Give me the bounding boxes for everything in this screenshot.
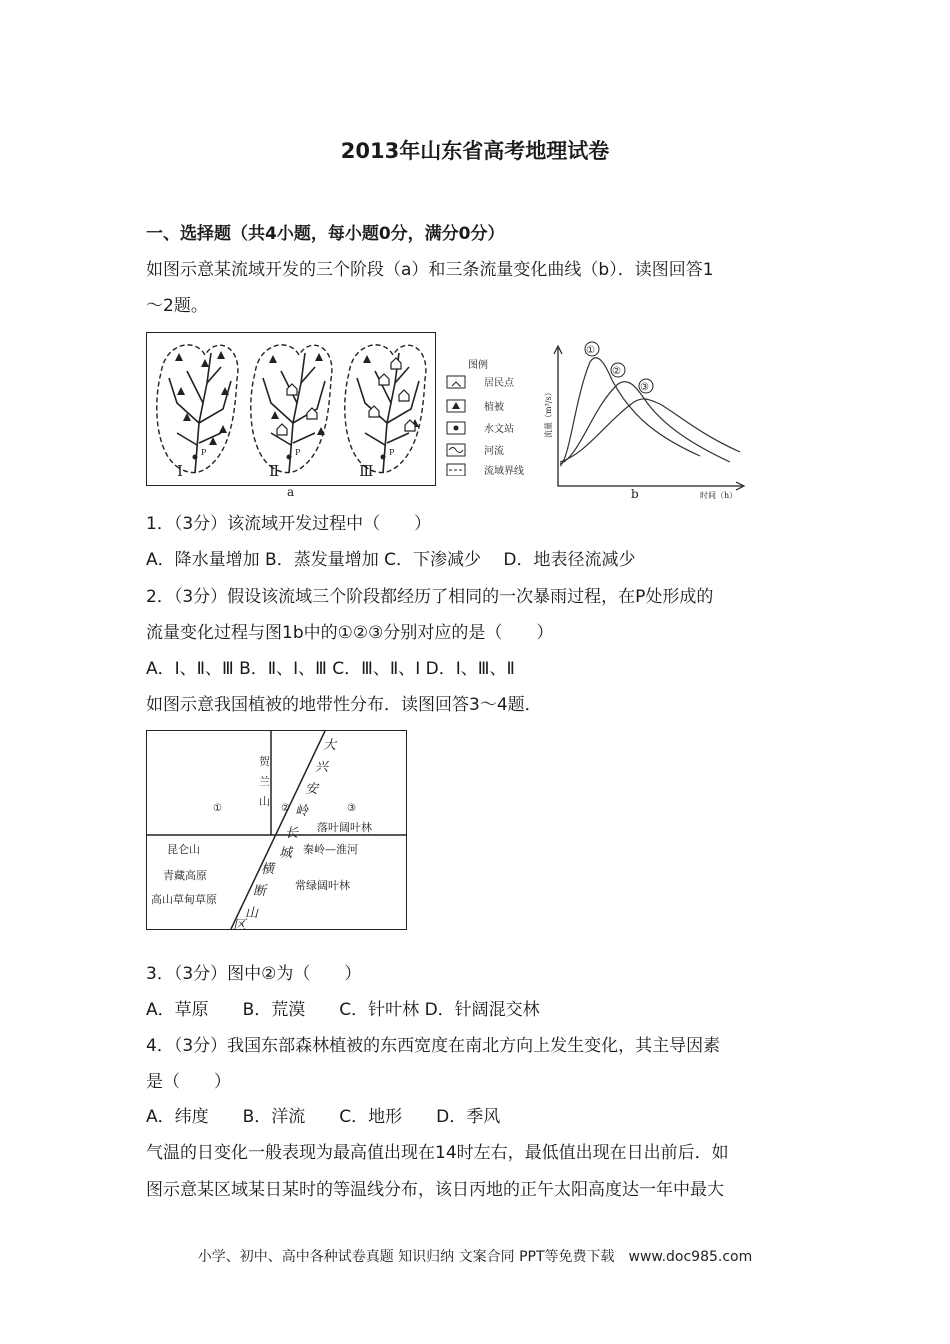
question-2: 流量变化过程与图1b中的①②③分别对应的是（ ）	[146, 623, 554, 643]
intro-text: 图示意某区域某日某时的等温线分布，该日丙地的正午太阳高度达一年中最大	[146, 1180, 724, 1200]
question-2: 2．（3分）假设该流域三个阶段都经历了相同的一次暴雨过程，在P处形成的	[146, 587, 714, 607]
stage-label: Ⅱ	[269, 462, 280, 480]
x-axis-label: 时间（h）	[700, 491, 738, 500]
page-footer: 小学、初中、高中各种试卷真题 知识归纳 文案合同 PPT等免费下载 www.doc985.com	[197, 1249, 753, 1265]
basin-diagram	[147, 333, 435, 485]
dxal-label: 安	[305, 782, 319, 797]
intro-text: 如图示意我国植被的地带性分布．读图回答3～4题．	[146, 695, 542, 715]
dxal-label: 兴	[315, 760, 329, 775]
figure-legend	[446, 356, 536, 476]
hengduan-label: 山	[245, 906, 259, 921]
y-axis-label: 流量（m³/s）	[544, 388, 553, 438]
figure-caption-a: a	[287, 485, 295, 499]
deciduous-forest-label: 落叶阔叶林	[317, 821, 372, 834]
dxal-label: 大	[323, 738, 337, 753]
hengduan-label: 横	[261, 862, 275, 877]
hengduan-label: 断	[253, 884, 267, 899]
curve-label: ②	[612, 366, 621, 377]
qinling-huaihe-label: 秦岭—淮河	[303, 843, 358, 856]
dxal-label: 岭	[295, 804, 309, 819]
qingzang-label: 青藏高原	[163, 869, 207, 882]
stage-label: Ⅲ	[359, 462, 374, 480]
intro-text: 气温的日变化一般表现为最高值出现在14时左右，最低值出现在日出前后．如	[146, 1143, 729, 1163]
section-heading: 一、选择题（共4小题，每小题0分，满分0分）	[146, 224, 505, 244]
figure-basin-stages	[146, 332, 436, 486]
question-1-options: A．降水量增加 B．蒸发量增加 C．下渗减少 D．地表径流减少	[146, 550, 636, 570]
legend-gauging-station: 水文站	[484, 424, 514, 435]
stage-label: Ⅰ	[177, 462, 183, 480]
question-4: 是（ ）	[146, 1072, 231, 1092]
question-3-options: A．草原 B．荒漠 C．针叶林 D．针阔混交林	[146, 1000, 540, 1020]
curve-label: ①	[586, 345, 595, 356]
zone-2-label: ②	[281, 803, 290, 814]
changcheng-label: 长	[285, 826, 299, 841]
kunlun-label: 昆仑山	[167, 843, 200, 856]
p-label: P	[389, 448, 395, 457]
intro-text: 如图示意某流域开发的三个阶段（a）和三条流量变化曲线（b）．读图回答1	[146, 260, 714, 280]
flow-chart	[540, 338, 750, 504]
question-4: 4．（3分）我国东部森林植被的东西宽度在南北方向上发生变化，其主导因素	[146, 1036, 721, 1056]
evergreen-forest-label: 常绿阔叶林	[295, 879, 350, 892]
p-label: P	[295, 448, 301, 457]
helan-label: 兰	[259, 775, 270, 788]
question-3: 3．（3分）图中②为（ ）	[146, 964, 362, 984]
alpine-meadow-label: 高山草甸草原	[151, 893, 217, 906]
changcheng-label: 城	[279, 846, 293, 861]
hengduan-label: 区	[233, 918, 247, 929]
figure-vegetation-zones	[146, 730, 407, 930]
question-2-options: A．Ⅰ、Ⅱ、Ⅲ B．Ⅱ、Ⅰ、Ⅲ C．Ⅲ、Ⅱ、Ⅰ D．Ⅰ、Ⅲ、Ⅱ	[146, 659, 515, 679]
intro-text: ～2题。	[146, 296, 208, 316]
page-title: 2013年山东省高考地理试卷	[340, 139, 610, 163]
curve-label: ③	[640, 382, 649, 393]
helan-label: 贺	[259, 755, 270, 768]
legend-vegetation: 植被	[484, 402, 504, 413]
figure-caption-b: b	[631, 487, 639, 501]
helan-label: 山	[259, 795, 270, 808]
p-label: P	[201, 448, 207, 457]
legend-boundary: 流域界线	[484, 466, 524, 476]
legend-title: 图例	[468, 360, 488, 371]
question-4-options: A．纬度 B．洋流 C．地形 D．季风	[146, 1107, 501, 1127]
question-1: 1．（3分）该流域开发过程中（ ）	[146, 514, 432, 534]
vegetation-map	[147, 731, 406, 929]
legend-river: 河流	[484, 446, 504, 457]
legend-settlement: 居民点	[484, 378, 514, 389]
zone-3-label: ③	[347, 803, 356, 814]
zone-1-label: ①	[213, 803, 222, 814]
